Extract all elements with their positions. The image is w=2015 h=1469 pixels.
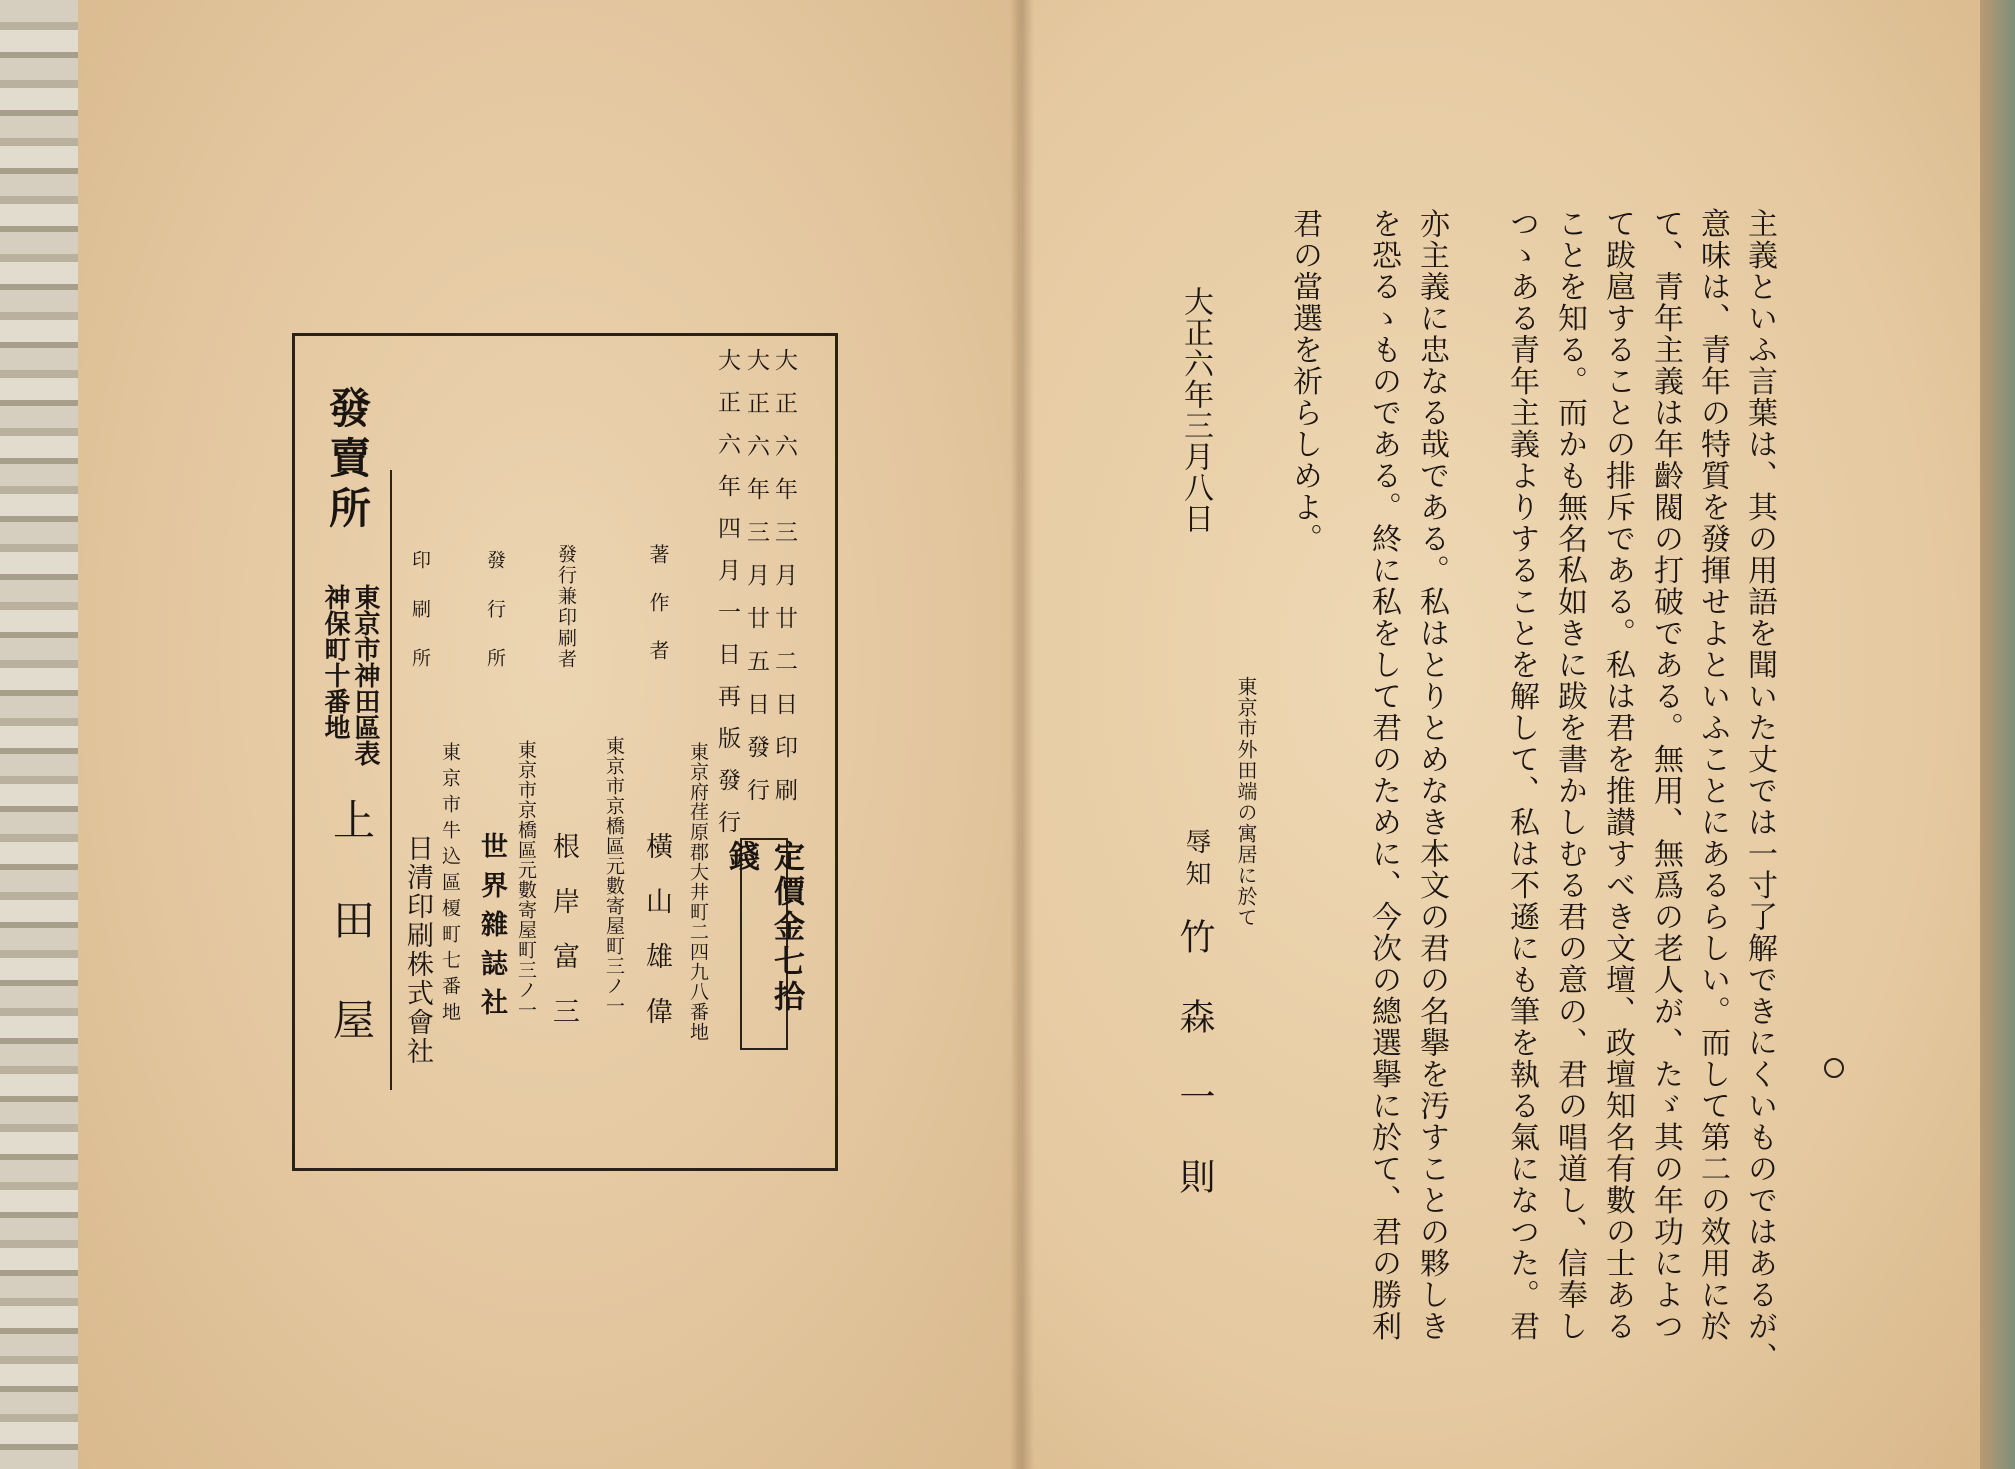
decorative-endpaper-strip: [0, 0, 84, 1469]
price-label: 定價金七拾錢: [723, 840, 804, 1015]
author-label: 著作者: [646, 544, 670, 688]
reissue-date: 大正六年四月一日再版發行: [714, 348, 740, 852]
body-column-1: 主義といふ言葉は、其の用語を聞いた丈では一寸了解できにくいものではあるが、: [1742, 208, 1777, 1374]
book-gutter: [1010, 0, 1034, 1469]
publishing-house-label: 發行所: [484, 550, 506, 697]
publisher-printer-address: 東京市京橋區元數寄屋町三ノ一: [603, 736, 625, 1016]
signature-name: 竹森一則: [1174, 918, 1215, 1238]
signature-relation: 辱知: [1181, 828, 1211, 892]
right-page: [1020, 0, 1980, 1469]
body-column-9: 君の當選を祈らしめよ。: [1287, 208, 1322, 555]
publishing-house-address: 東京市京橋區元數寄屋町三ノ一: [515, 740, 537, 1020]
price-box: [723, 838, 804, 1050]
publisher-printer-label: 發行兼印刷者: [555, 544, 577, 670]
print-shop-name: 日清印刷株式會社: [402, 834, 433, 1066]
body-column-5: ことを知る。而かも無名私如きに跋を書かしむる君の意の、君の唱道し、信奉し: [1552, 208, 1587, 1342]
print-shop-address: 東京市牛込區榎町七番地: [439, 742, 461, 1028]
author-name: 橫山雄偉: [641, 832, 672, 1052]
colophon-divider: [390, 470, 392, 1090]
body-column-3: て、青年主義は年齡閥の打破である。無用、無爲の老人が、たゞ其の年功によつ: [1648, 208, 1683, 1342]
body-column-7: 亦主義に忠なる哉である。私はとりとめなき本文の君の名擧を汚すことの夥しき: [1414, 208, 1449, 1342]
publishing-house-name: 世界雜誌社: [476, 832, 507, 1027]
print-date: 大正六年三月廿二日印刷: [771, 348, 797, 821]
body-column-8: を恐るゝものである。終に私をして君のために、今次の總選擧に於て、君の勝利: [1366, 208, 1401, 1342]
sales-address-line1: 東京市神田區表: [350, 584, 380, 766]
body-column-4: て跋扈することの排斥である。私は君を推讃すべき文壇、政壇知名有數の士ある: [1600, 208, 1635, 1342]
book-cover-edge-right: [1980, 0, 2015, 1469]
afterword-date: 大正六年三月八日: [1178, 286, 1213, 534]
sales-address-line2: 神保町十番地: [320, 584, 350, 740]
signature-address: 東京市外田端の寓居に於て: [1234, 676, 1258, 928]
sales-office-name: 上田屋: [327, 798, 376, 1098]
body-column-6: つゝある青年主義よりすることを解して、私は不遜にも筆を執る氣になつた。君: [1504, 208, 1539, 1342]
ring-mark: [1824, 1058, 1844, 1078]
print-shop-label: 印刷所: [409, 550, 431, 697]
issue-date: 大正六年三月廿五日發行: [743, 348, 769, 821]
sales-office-label: 發賣所: [323, 386, 372, 536]
body-column-2: 意味は、青年の特質を發揮せよといふことにあるらしい。而して第二の效用に於: [1695, 208, 1730, 1342]
author-address: 東京府荏原郡大井町二四九八番地: [687, 742, 709, 1042]
publisher-printer-name: 根岸富三: [548, 832, 579, 1052]
